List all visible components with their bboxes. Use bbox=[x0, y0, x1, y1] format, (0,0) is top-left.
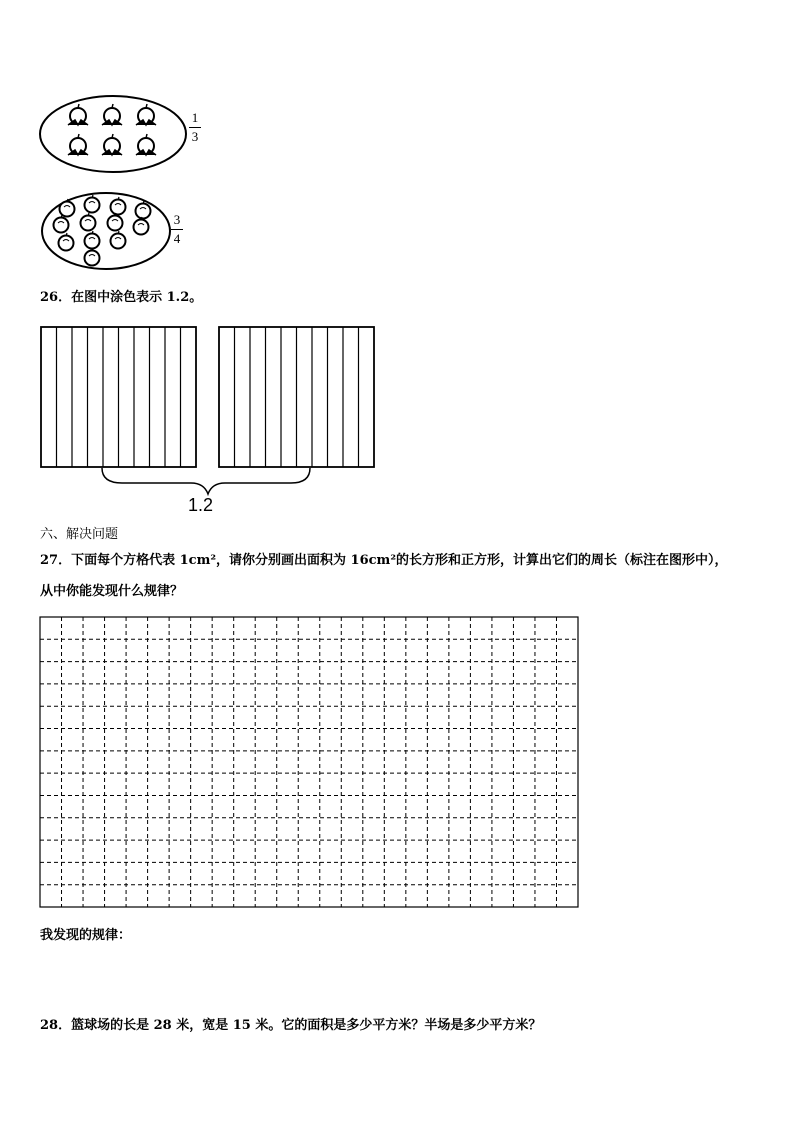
persimmon-icon bbox=[102, 134, 122, 155]
strip-rect-left[interactable] bbox=[41, 327, 196, 467]
persimmon-icon bbox=[136, 134, 156, 155]
persimmon-icon bbox=[68, 104, 88, 125]
brace bbox=[102, 468, 310, 494]
apple-icon bbox=[134, 217, 149, 235]
oval-persimmons bbox=[38, 94, 188, 174]
apple-icon bbox=[54, 215, 69, 233]
question-28: 28．篮球场的长是 28 米，宽是 15 米。它的面积是多少平方米？半场是多少平方米？ bbox=[40, 1018, 542, 1033]
apple-icon bbox=[111, 231, 126, 249]
persimmon-icon bbox=[102, 104, 122, 125]
apple-icon bbox=[108, 213, 123, 231]
apple-icon bbox=[59, 233, 74, 251]
section-title: 六、解决问题 bbox=[40, 527, 119, 542]
persimmon-icon bbox=[136, 104, 156, 125]
strip-rect-right[interactable] bbox=[219, 327, 374, 467]
oval-apples bbox=[40, 191, 172, 271]
question-26: 26．在图中涂色表示 1.2。 bbox=[40, 290, 203, 305]
apple-icon bbox=[85, 231, 100, 249]
persimmon-icon bbox=[68, 134, 88, 155]
apple-icon bbox=[81, 213, 96, 231]
question-27-line1: 27．下面每个方格代表 1cm²，请你分别画出面积为 16cm²的长方形和正方形，计算出它们的周长（标注在图形中）， bbox=[40, 553, 728, 568]
answer-label: 我发现的规律： bbox=[40, 928, 132, 943]
question-27-line2: 从中你能发现什么规律？ bbox=[40, 584, 184, 599]
fraction-three-quarters: 3 4 bbox=[171, 212, 183, 247]
apple-icon bbox=[111, 197, 126, 215]
apple-icon bbox=[136, 201, 151, 219]
brace-label: 1.2 bbox=[188, 495, 214, 515]
strip-figure bbox=[36, 322, 386, 522]
apple-icon bbox=[85, 248, 100, 266]
apple-icon bbox=[85, 195, 100, 213]
dotted-grid[interactable] bbox=[39, 616, 580, 910]
apple-icon bbox=[60, 199, 75, 217]
fraction-one-third: 1 3 bbox=[189, 110, 201, 145]
